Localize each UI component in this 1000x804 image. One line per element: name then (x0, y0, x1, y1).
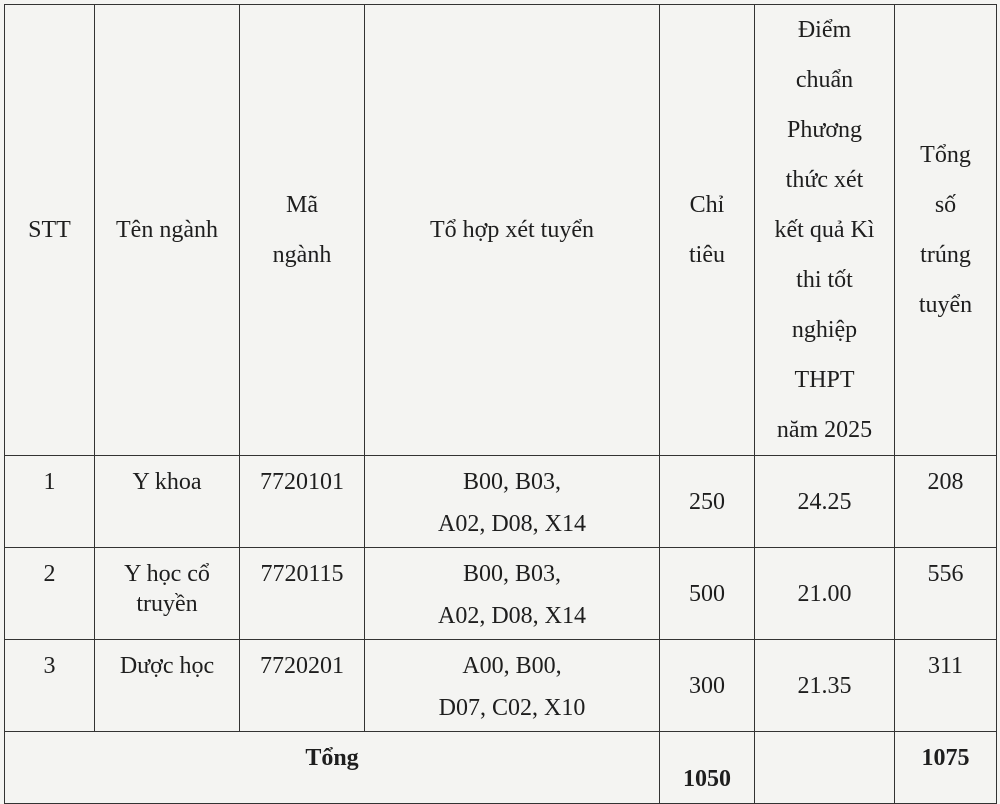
cell-line: D07, C02, X10 (438, 695, 586, 721)
cell-diem-chuan: 24.25 (755, 456, 895, 548)
cell-line: Dược học (119, 653, 215, 679)
cell-ma-nganh: 7720101 (240, 456, 365, 548)
header-line: thức xét (785, 167, 864, 193)
table-total-row (5, 732, 997, 804)
cell-tong: 556 (895, 548, 997, 640)
cell-line: A00, B00, (462, 653, 562, 679)
cell-to-hop (365, 456, 660, 548)
cell-line: truyền (136, 591, 198, 617)
cell-ten-nganh (95, 548, 240, 640)
header-line: THPT (794, 367, 855, 393)
cell-tong: 208 (895, 456, 997, 548)
cell-chi-tieu: 250 (660, 456, 755, 548)
header-ten-nganh: Tên ngành (95, 5, 240, 456)
header-line: ngành (272, 242, 332, 268)
header-line: năm 2025 (776, 417, 873, 443)
cell-ten-nganh (95, 640, 240, 732)
cell-line: B00, B03, (462, 561, 561, 587)
header-line: nghiệp (791, 317, 858, 343)
table-row (5, 640, 997, 732)
cell-ma-nganh: 7720201 (240, 640, 365, 732)
header-line: tuyển (918, 292, 973, 318)
header-to-hop: Tổ hợp xét tuyển (365, 5, 660, 456)
header-ma-nganh (240, 5, 365, 456)
cell-to-hop (365, 640, 660, 732)
cell-stt: 1 (5, 456, 95, 548)
cell-line: A02, D08, X14 (438, 603, 586, 629)
header-stt: STT (5, 5, 95, 456)
header-line: Phương (786, 117, 863, 143)
total-tong: 1075 (895, 732, 997, 804)
admission-results-table (4, 4, 997, 804)
cell-diem-chuan: 21.00 (755, 548, 895, 640)
header-line: kết quả Kì (774, 217, 875, 243)
cell-stt: 3 (5, 640, 95, 732)
cell-stt: 2 (5, 548, 95, 640)
header-line: Mã (286, 192, 318, 218)
cell-to-hop (365, 548, 660, 640)
cell-diem-chuan: 21.35 (755, 640, 895, 732)
header-chi-tieu (660, 5, 755, 456)
header-line: trúng (920, 242, 971, 268)
cell-ma-nganh: 7720115 (240, 548, 365, 640)
header-line: thi tốt (796, 267, 853, 293)
header-line: Tổng (920, 142, 971, 168)
table-row (5, 548, 997, 640)
header-line: Chỉ (689, 192, 725, 218)
table-row (5, 456, 997, 548)
cell-chi-tieu: 500 (660, 548, 755, 640)
header-tong-trung-tuyen (895, 5, 997, 456)
header-diem-chuan (755, 5, 895, 456)
cell-line: Y học cổ (124, 561, 210, 587)
cell-tong: 311 (895, 640, 997, 732)
total-diem-chuan (755, 732, 895, 804)
total-label: Tổng (5, 732, 660, 804)
cell-line: B00, B03, (462, 469, 561, 495)
total-chi-tieu: 1050 (660, 732, 755, 804)
cell-ten-nganh (95, 456, 240, 548)
cell-chi-tieu: 300 (660, 640, 755, 732)
header-line: tiêu (689, 242, 725, 268)
header-line: chuẩn (795, 67, 854, 93)
header-line: số (934, 192, 957, 218)
table-header-row (5, 5, 997, 456)
header-line: Điểm (797, 17, 852, 43)
cell-line: A02, D08, X14 (438, 511, 586, 537)
cell-line: Y khoa (132, 469, 202, 495)
